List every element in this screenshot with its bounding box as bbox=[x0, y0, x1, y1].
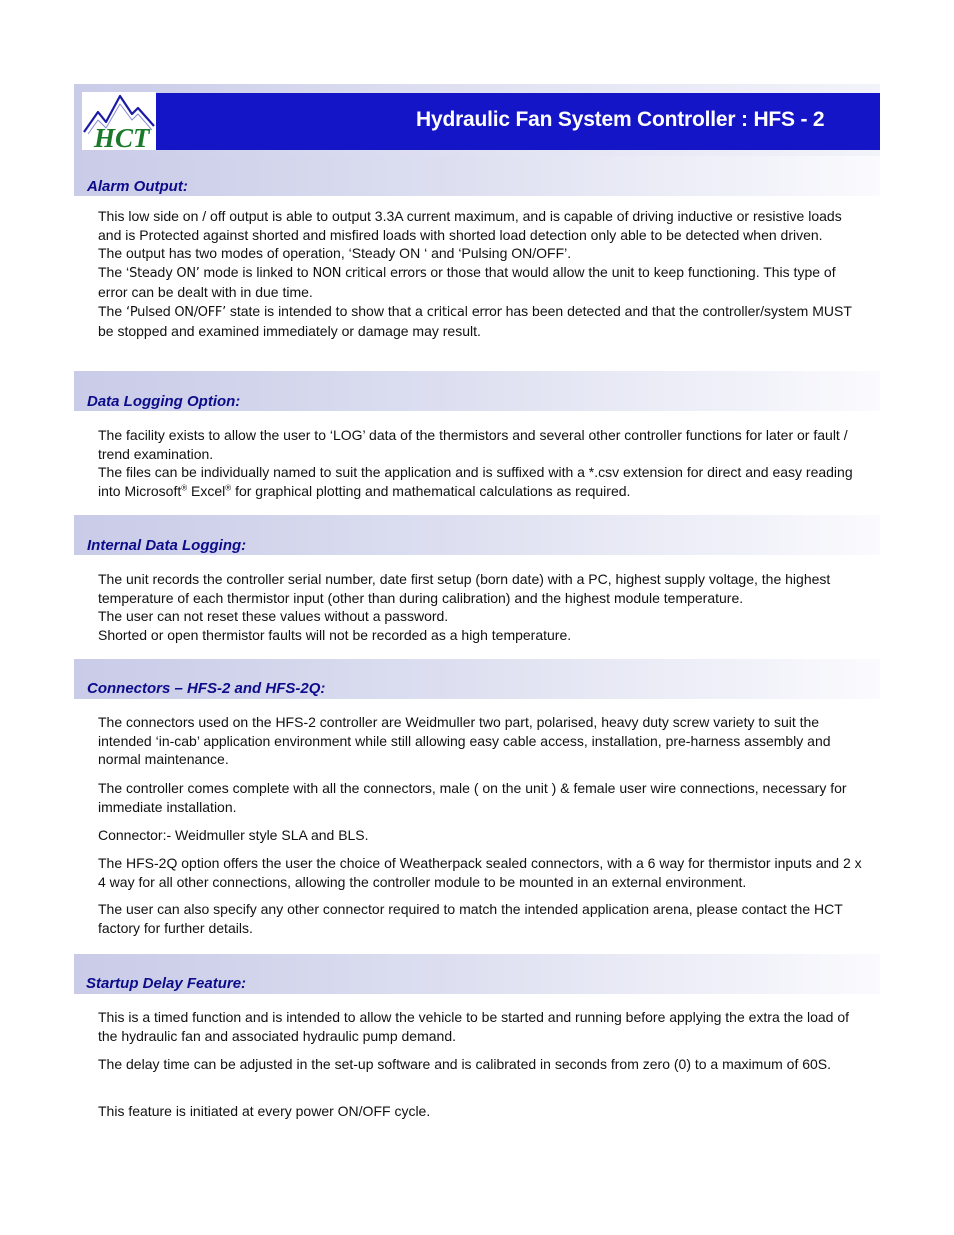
internal-paragraph bbox=[98, 570, 866, 644]
startup-p3: This feature is initiated at every power ON/OFF cycle. bbox=[98, 1103, 431, 1119]
heading-internal-logging: Internal Data Logging: bbox=[87, 537, 247, 554]
alarm-p3-b: mode is linked to bbox=[199, 263, 313, 280]
connectors-p4: The HFS-2Q option offers the user the choice of Weatherpack sealed connectors, with a 6 way for thermistor inputs and 2 x 4 way for all other connections, allowing the controller module to be mounted in an external environment. bbox=[98, 855, 862, 890]
connectors-p3: Connector:- Weidmuller style SLA and BLS. bbox=[98, 827, 369, 843]
registered-mark: ® bbox=[181, 482, 188, 492]
heading-alarm-output: Alarm Output: bbox=[87, 178, 188, 195]
heading-startup-delay: Startup Delay Feature: bbox=[86, 975, 247, 992]
section-band-alarm bbox=[74, 156, 880, 196]
page-title: Hydraulic Fan System Controller : HFS - 2 bbox=[416, 108, 825, 131]
connectors-p5: The user can also specify any other connector required to match the intended application arena, please contact the HCT factory for further details. bbox=[98, 901, 843, 936]
alarm-p4-a: The bbox=[98, 302, 127, 319]
alarm-p4-b: state is intended to show that a bbox=[225, 302, 427, 319]
alarm-p2: The output has two modes of operation, ‘Steady ON ‘ and ‘Pulsing ON/OFF’. bbox=[98, 245, 572, 261]
heading-connectors: Connectors – HFS-2 and HFS-2Q: bbox=[87, 680, 326, 697]
alarm-p3-a: The ‘ bbox=[98, 263, 130, 280]
heading-data-logging: Data Logging Option: bbox=[87, 393, 241, 410]
critical-error-term: critical error bbox=[426, 304, 502, 320]
internal-p2: The user can not reset these values without a password. bbox=[98, 608, 449, 624]
registered-mark: ® bbox=[225, 482, 232, 492]
alarm-p1: This low side on / off output is able to output 3.3A current maximum, and is capable of driving inductive or resistive loads and is Protected against shorted and misfired loads with shorted load detection only able to be detected when driven. bbox=[98, 208, 842, 243]
logging-p1: The facility exists to allow the user to ‘LOG’ data of the thermistors and several other controller functions for later or fault / trend examination. bbox=[98, 427, 848, 462]
mountain-logo-icon bbox=[82, 92, 156, 150]
alarm-p4-c: has been detected and that the controller/system MUST be stopped and examined immediately or damage may result. bbox=[98, 302, 852, 339]
startup-p2: The delay time can be adjusted in the set-up software and is calibrated in seconds from zero (0) to a maximum of 60S. bbox=[98, 1056, 832, 1072]
pulsed-on-off-term: ‘Pulsed ON/OFF’ bbox=[126, 304, 226, 320]
internal-p1: The unit records the controller serial number, date first setup (born date) with a PC, highest supply voltage, the highest temperature of each thermistor input (other than during calibration) and the highest module temperature. bbox=[98, 571, 831, 606]
non-critical-errors-term: NON critical errors bbox=[312, 265, 427, 281]
startup-p1: This is a timed function and is intended to allow the vehicle to be started and running before applying the extra the load of the hydraulic fan and associated hydraulic pump demand. bbox=[98, 1009, 850, 1044]
steady-on-term: Steady ON’ bbox=[129, 265, 200, 281]
logging-p2-b: Excel bbox=[187, 482, 226, 499]
alarm-p3 bbox=[98, 263, 866, 302]
alarm-p3-c: or those that would allow the unit to keep functioning. This type of error can be dealt with in due time. bbox=[98, 263, 836, 300]
logging-p2-a: The files can be individually named to suit the application and is suffixed with a *.csv extension for direct and easy reading into Microsoft bbox=[98, 464, 853, 499]
logging-paragraph bbox=[98, 426, 866, 500]
logo-text: HCT bbox=[94, 123, 150, 150]
connectors-p1: The connectors used on the HFS-2 controller are Weidmuller two part, polarised, heavy duty screw variety to suit the intended ‘in-cab’ application environment while still allowing easy cable access, installation, pre-harness assembly and normal maintenance. bbox=[98, 714, 831, 767]
alarm-p4 bbox=[98, 302, 866, 341]
logging-p2-c: for graphical plotting and mathematical calculations as required. bbox=[231, 482, 631, 499]
alarm-paragraph bbox=[98, 207, 866, 341]
connectors-p2: The controller comes complete with all the connectors, male ( on the unit ) & female user wire connections, necessary for immediate installation. bbox=[98, 780, 847, 815]
internal-p3: Shorted or open thermistor faults will not be recorded as a high temperature. bbox=[98, 626, 572, 643]
logging-p2 bbox=[98, 463, 866, 500]
hct-logo bbox=[82, 92, 156, 150]
